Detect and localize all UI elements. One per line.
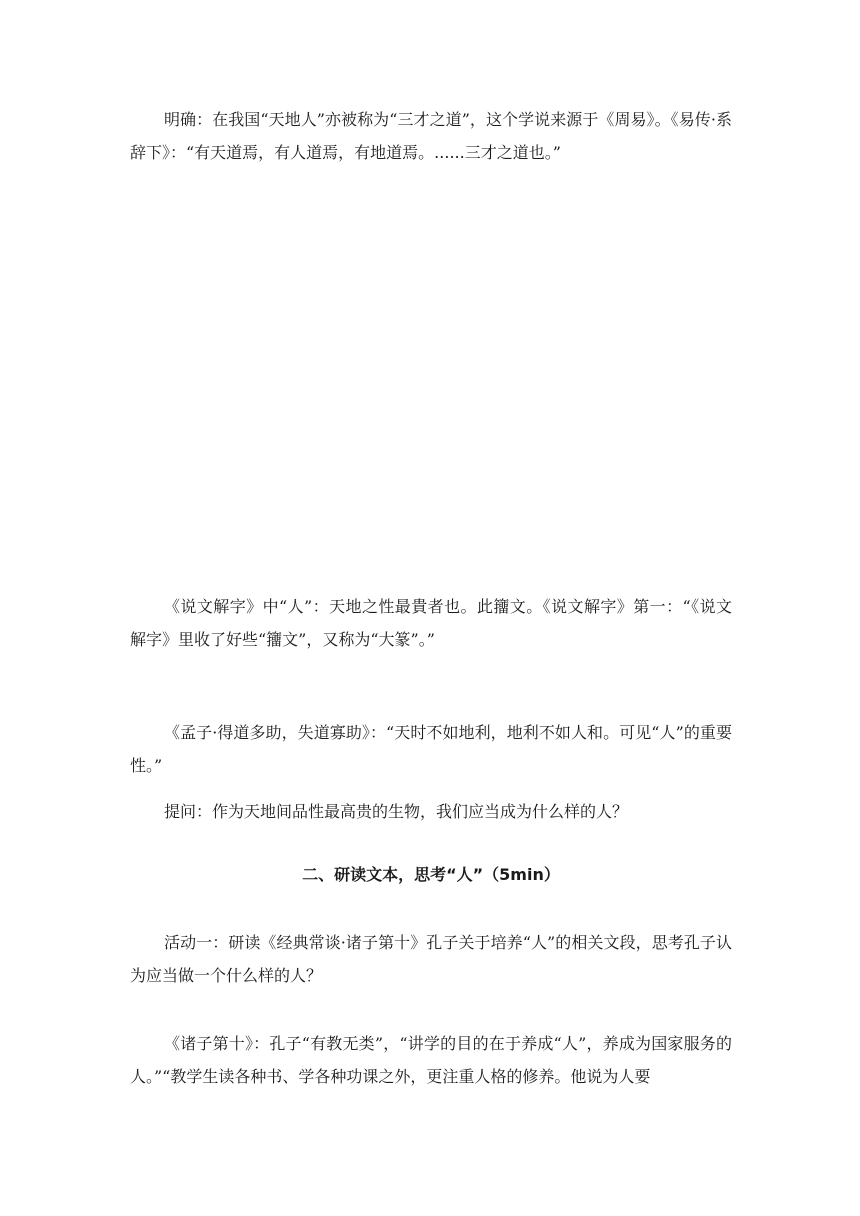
paragraph-shuowen: 《说文解字》中“人”：天地之性最貴者也。此籒文。《说文解字》第一：“《说文解字》里收了好些“籒文”，又称为“大篆”。”: [130, 597, 732, 649]
paragraph-mencius: 《孟子·得道多助，失道寡助》：“天时不如地利，地利不如人和。可见“人”的重要性。”: [130, 723, 732, 775]
section-heading: 二、研读文本，思考“人”（5min）: [302, 865, 560, 884]
paragraph-zhuzi: 《诸子第十》：孔子“有教无类”，“讲学的目的在于养成“人”，养成为国家服务的人。”“教学生读各种书、学各种功课之外，更注重人格的修养。他说为人要: [130, 1034, 732, 1086]
paragraph-clarification: 明确：在我国“天地人”亦被称为“三才之道”，这个学说来源于《周易》。《易传·系辞下》：“有天道焉，有人道焉，有地道焉。......三才之道也。”: [130, 110, 732, 162]
paragraph-activity-one: 活动一：研读《经典常谈·诸子第十》孔子关于培养“人”的相关文段，思考孔子认为应当做一个什么样的人？: [130, 933, 732, 985]
paragraph-question: 提问：作为天地间品性最高贵的生物，我们应当成为什么样的人？: [164, 802, 629, 821]
